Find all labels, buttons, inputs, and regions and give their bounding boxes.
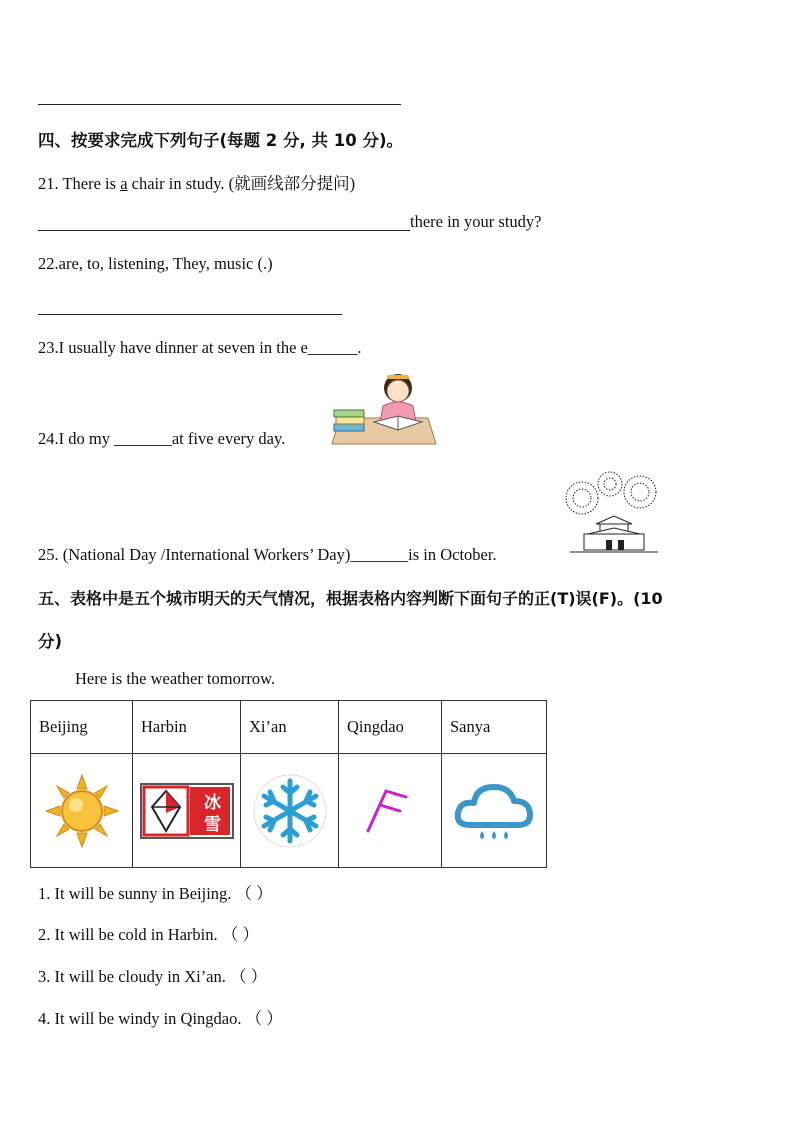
city-sanya: Sanya (442, 701, 547, 754)
answer-line-top (38, 104, 401, 105)
city-beijing: Beijing (31, 701, 133, 754)
q21-answer-blank[interactable] (38, 230, 410, 231)
sun-icon (42, 771, 122, 851)
city-harbin: Harbin (133, 701, 241, 754)
q21-number: 21 (38, 174, 55, 193)
sign-char-snow: 雪 (204, 815, 221, 835)
fireworks-tiananmen-icon (560, 468, 668, 556)
wind-flag-icon (350, 771, 430, 851)
city-qingdao: Qingdao (339, 701, 442, 754)
statement-3: 3. It will be cloudy in Xi’an. （ ） (38, 967, 268, 986)
section5-heading-cont: 分) (38, 632, 63, 651)
question-22: 22.are, to, listening, They, music (.) (38, 254, 273, 273)
cell-sanya (442, 754, 547, 868)
statement-1: 1. It will be sunny in Beijing. （ ） (38, 884, 273, 903)
cell-xian (241, 754, 339, 868)
question-23: 23.I usually have dinner at seven in the e______. (38, 338, 362, 357)
girl-studying-icon (328, 366, 438, 446)
q21-pre: . There is (54, 174, 121, 193)
q21-underlined-word: a (120, 174, 128, 193)
section5-heading: 五、表格中是五个城市明天的天气情况，根据表格内容判断下面句子的正(T)误(F)。(10 (38, 589, 663, 608)
table-icon-row (31, 754, 547, 868)
sign-char-ice: 冰 (204, 793, 221, 813)
table-header-row (31, 701, 547, 754)
question-25: 25. (National Day /International Workers’ Day)_______is in October. (38, 545, 497, 564)
snowflake-icon (250, 771, 330, 851)
city-xian: Xi’an (241, 701, 339, 754)
statement-4: 4. It will be windy in Qingdao. （ ） (38, 1009, 283, 1028)
rain-cloud-icon (452, 771, 536, 851)
weather-intro: Here is the weather tomorrow. (75, 669, 276, 688)
question-21 (38, 170, 355, 194)
q21-post: chair in study. (就画线部分提问) (127, 174, 356, 193)
weather-table (30, 700, 547, 868)
statement-2: 2. It will be cold in Harbin. （ ） (38, 925, 259, 944)
cell-beijing (31, 754, 133, 868)
q22-answer-blank[interactable] (38, 314, 342, 315)
section4-heading: 四、按要求完成下列句子(每题 2 分, 共 10 分)。 (38, 131, 404, 150)
cell-qingdao (339, 754, 442, 868)
q21-answer-suffix: there in your study? (410, 212, 542, 231)
question-24: 24.I do my _______at five every day. (38, 429, 286, 448)
cell-harbin (133, 754, 241, 868)
